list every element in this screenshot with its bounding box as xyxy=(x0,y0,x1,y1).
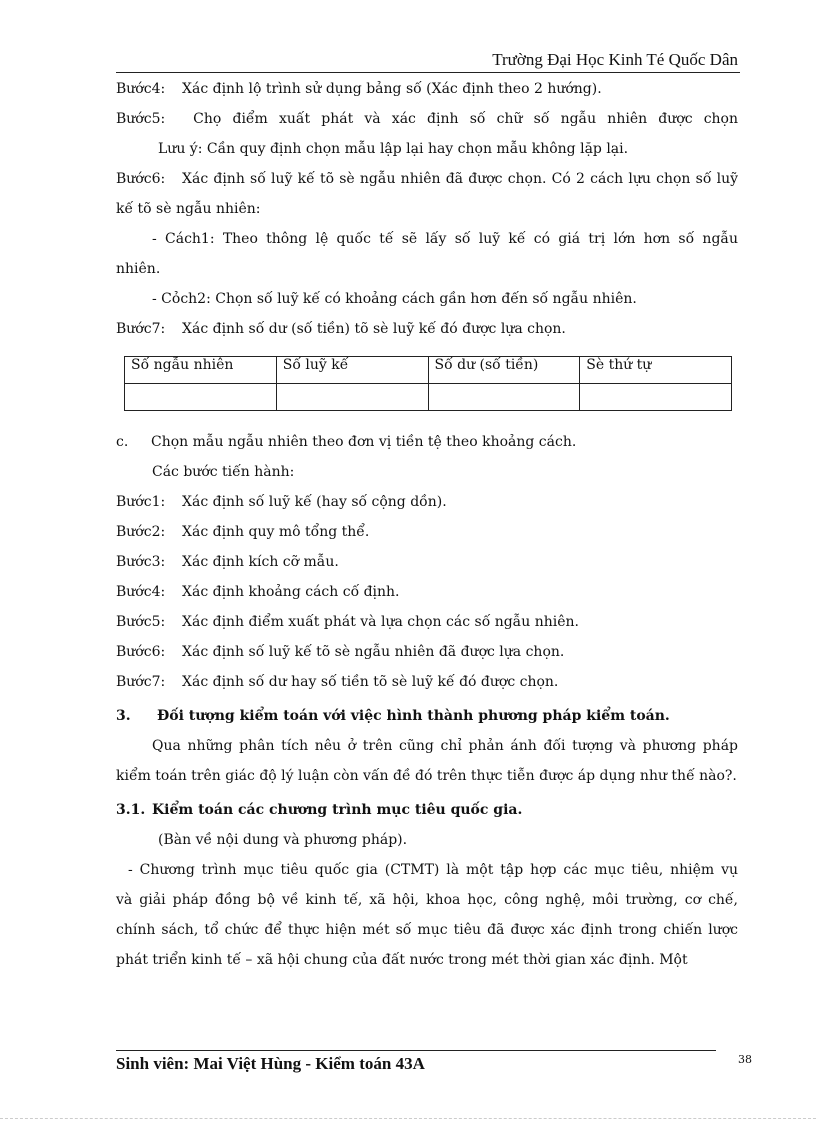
table-cell xyxy=(428,384,580,411)
step-line xyxy=(116,637,738,667)
method-continuation: nhiên. xyxy=(116,261,161,277)
step-label: Bước5: xyxy=(116,614,166,630)
table-cell xyxy=(276,384,428,411)
section-3-1-heading xyxy=(116,795,738,825)
paragraph-line: Qua những phân tích nêu ở trên cũng chỉ phản ánh đối tượng và phương pháp xyxy=(152,738,738,754)
section-3-number: 3. xyxy=(116,708,131,724)
section-3-title: Đối tượng kiểm toán với việc hình thành phương pháp kiểm toán. xyxy=(157,708,670,724)
table-cell xyxy=(125,384,277,411)
paragraph-line: phát triển kinh tế – xã hội chung của đất nước trong mét thời gian xác định. Một xyxy=(116,952,688,968)
sample-table xyxy=(124,356,732,411)
step-line xyxy=(116,607,738,637)
step-text: Xác định số luỹ kế (hay số cộng dồn). xyxy=(182,494,447,510)
step-line xyxy=(116,314,738,344)
section-3-1-subtitle: (Bàn về nội dung và phương pháp). xyxy=(158,832,408,848)
paragraph-line: chính sách, tổ chức để thực hiện mét số mục tiêu đã được xác định trong chiến lược xyxy=(116,922,738,938)
step-line xyxy=(116,667,738,697)
table-header-row xyxy=(125,357,732,384)
step-label: Bước5: xyxy=(116,111,166,127)
note-line: Lưu ý: Cần quy định chọn mẫu lập lại hay chọn mẫu không lặp lại. xyxy=(158,141,629,157)
step-line xyxy=(116,164,738,194)
step-text: Xác định số dư hay số tiền tõ sè luỹ kế đó được chọn. xyxy=(182,674,559,690)
step-line xyxy=(116,487,738,517)
section-3-1-number: 3.1. xyxy=(116,802,146,818)
paragraph-line: kiểm toán trên giác độ lý luận còn vấn đề đó trên thực tiễn được áp dụng như thế nào?. xyxy=(116,768,737,784)
footer-rule xyxy=(116,1050,716,1051)
section-c-text: Chọn mẫu ngẫu nhiên theo đơn vị tiền tệ theo khoảng cách. xyxy=(151,434,577,450)
step-label: Bước4: xyxy=(116,81,166,97)
section-c-label: c. xyxy=(116,434,129,450)
document-body xyxy=(116,74,738,975)
page-number: 38 xyxy=(738,1053,752,1066)
step-line xyxy=(116,517,738,547)
step-line xyxy=(116,547,738,577)
step-label: Bước1: xyxy=(116,494,166,510)
step-label: Bước2: xyxy=(116,524,166,540)
step-label: Bước7: xyxy=(116,321,166,337)
section-3-1-title: Kiểm toán các chương trình mục tiêu quốc gia. xyxy=(152,802,523,818)
table-row xyxy=(125,384,732,411)
step-text: Xác định điểm xuất phát và lựa chọn các số ngẫu nhiên. xyxy=(182,614,579,630)
step-text: Xác định số luỹ kế tõ sè ngẫu nhiên đã được lựa chọn. xyxy=(182,644,565,660)
header-rule xyxy=(116,72,740,73)
section-c-title xyxy=(116,427,738,457)
paragraph-line: và giải pháp đồng bộ về kinh tế, xã hội, khoa học, công nghệ, môi trường, cơ chế, xyxy=(116,892,738,908)
table-header-cell: Sè thứ tự xyxy=(580,357,732,384)
step-label: Bước6: xyxy=(116,171,166,187)
step-text: Xác định số dư (số tiền) tõ sè luỹ kế đó được lựa chọn. xyxy=(182,321,566,337)
step-label: Bước6: xyxy=(116,644,166,660)
step-line xyxy=(116,104,738,134)
step-label: Bước3: xyxy=(116,554,166,570)
table-header-cell: Số ngẫu nhiên xyxy=(125,357,277,384)
step-text: Xác định khoảng cách cố định. xyxy=(182,584,400,600)
step-line xyxy=(116,74,738,104)
step-line xyxy=(116,577,738,607)
method-line: - Cỏch2: Chọn số luỹ kế có khoảng cách gần hơn đến số ngẫu nhiên. xyxy=(152,291,637,307)
section-c-intro: Các bước tiến hành: xyxy=(152,464,295,480)
step-continuation: kế tõ sè ngẫu nhiên: xyxy=(116,201,261,217)
step-text: Xác định số luỹ kế tõ sè ngẫu nhiên đã được chọn. Có 2 cách lựu chọn số luỹ xyxy=(182,171,738,187)
table-header-cell: Số luỹ kế xyxy=(276,357,428,384)
step-text: Xác định kích cỡ mẫu. xyxy=(182,554,339,570)
section-3-heading xyxy=(116,701,738,731)
footer-student: Sinh viên: Mai Việt Hùng - Kiểm toán 43A xyxy=(116,1054,425,1073)
step-text: Chọ điểm xuất phát và xác định số chữ số ngẫu nhiên được chọn xyxy=(193,111,739,127)
step-text: Xác định quy mô tổng thể. xyxy=(182,524,370,540)
paragraph-line: - Chương trình mục tiêu quốc gia (CTMT) là một tập hợp các mục tiêu, nhiệm vụ xyxy=(128,862,738,878)
step-label: Bước7: xyxy=(116,674,166,690)
header-school: Trường Đại Học Kinh Té Quốc Dân xyxy=(492,50,738,69)
method-line: - Cách1: Theo thông lệ quốc tế sẽ lấy số luỹ kế có giá trị lớn hơn số ngẫu xyxy=(152,231,738,247)
table-header-cell: Số dư (số tiền) xyxy=(428,357,580,384)
step-text: Xác định lộ trình sử dụng bảng số (Xác định theo 2 hướng). xyxy=(182,81,602,97)
step-label: Bước4: xyxy=(116,584,166,600)
page-break-line xyxy=(0,1118,816,1119)
table-cell xyxy=(580,384,732,411)
